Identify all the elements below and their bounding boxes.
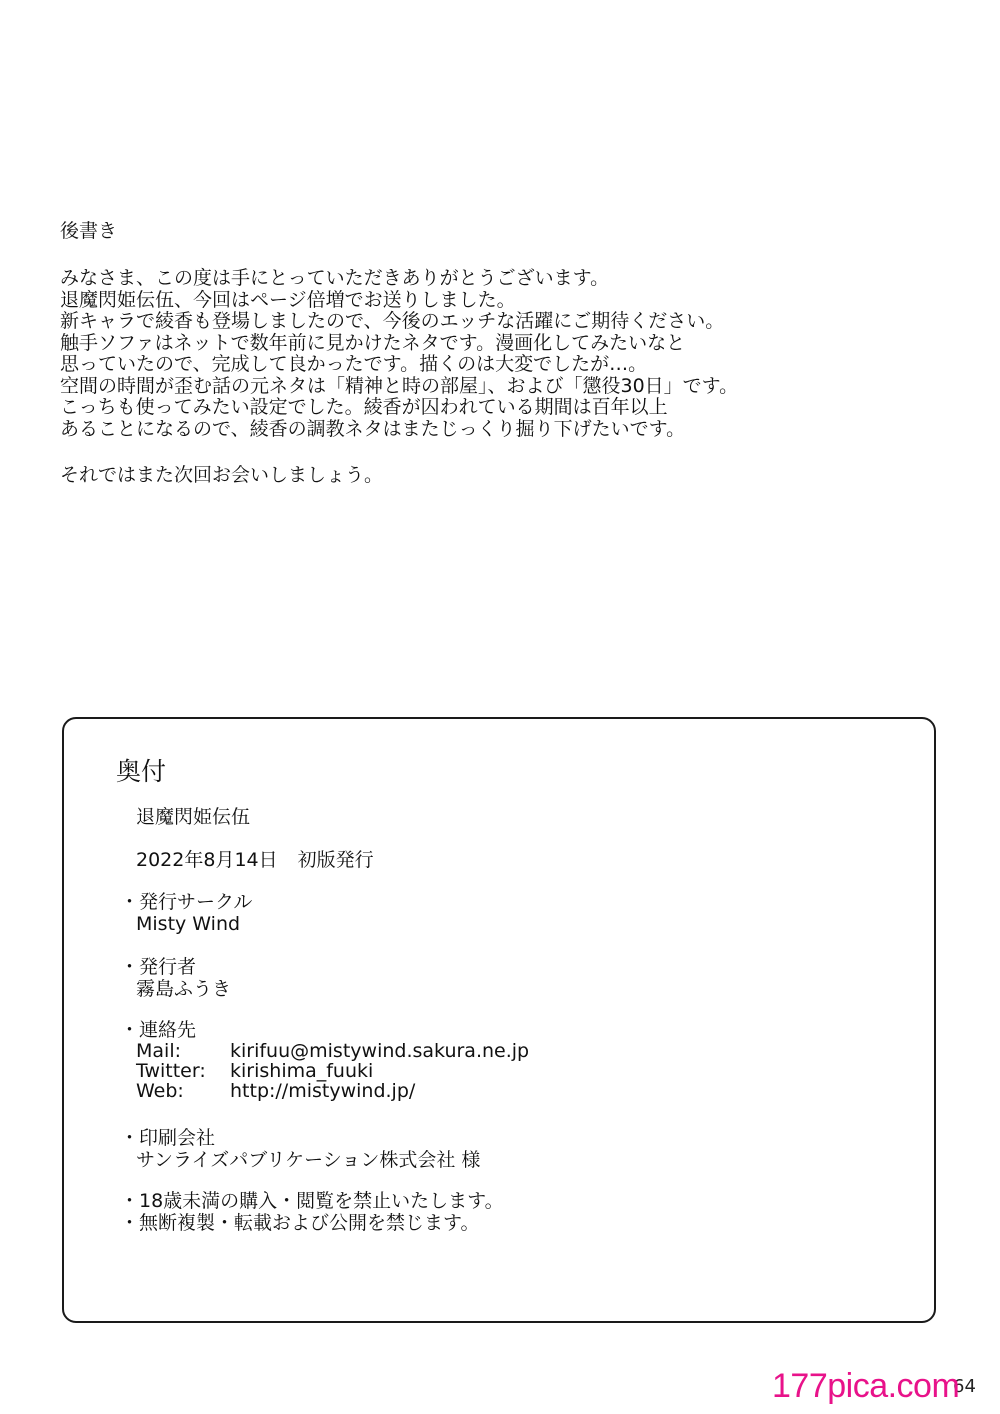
circle-section: [120, 891, 252, 935]
contact-row-mail: [136, 1041, 529, 1061]
afterword-section: [60, 218, 940, 488]
mail-label: Mail:: [136, 1040, 181, 1062]
contact-row-twitter: [136, 1061, 529, 1081]
watermark-text: 177pica.com: [772, 1367, 960, 1405]
colophon-title: 奥付: [116, 757, 167, 786]
publisher-label: ・発行者: [120, 956, 197, 978]
book-title: 退魔閃姫伝伍: [136, 806, 251, 828]
printer-name: サンライズパブリケーション株式会社 様: [136, 1149, 481, 1171]
printer-label: ・印刷会社: [120, 1127, 216, 1149]
afterword-heading: 後書き: [60, 220, 118, 242]
circle-name: Misty Wind: [136, 913, 241, 935]
circle-label: ・発行サークル: [120, 891, 253, 913]
page-number: 64: [953, 1376, 976, 1397]
contact-table: [136, 1041, 529, 1101]
publisher-name: 霧島ふうき: [136, 978, 232, 1000]
twitter-value[interactable]: kirishima_fuuki: [230, 1060, 374, 1082]
notices-section: [120, 1190, 504, 1234]
contact-label: ・連絡先: [120, 1019, 197, 1041]
contact-row-web: [136, 1081, 529, 1101]
web-value[interactable]: http://mistywind.jp/: [230, 1080, 416, 1102]
afterword-line: あることになるので、綾香の調教ネタはまたじっくり掘り下げたいです。: [60, 417, 686, 440]
twitter-label: Twitter:: [136, 1060, 206, 1082]
afterword-line: こっちも使ってみたい設定でした。綾香が囚われている期間は百年以上: [60, 396, 668, 418]
edition-line: [136, 848, 374, 872]
afterword-line: 触手ソファはネットで数年前に見かけたネタです。漫画化してみたいなと: [60, 331, 686, 354]
afterword-line: 新キャラで綾香も登場しましたので、今後のエッチな活躍にご期待ください。: [60, 310, 725, 332]
mail-value[interactable]: kirifuu@mistywind.sakura.ne.jp: [230, 1040, 530, 1062]
edition-label: 初版発行: [297, 849, 374, 871]
afterword-line: 空間の時間が歪む話の元ネタは「精神と時の部屋」、および「懲役30日」です。: [60, 374, 739, 397]
afterword-closing: それではまた次回お会いしましょう。: [60, 464, 384, 486]
publish-date: 2022年8月14日: [136, 849, 278, 871]
afterword-line: 思っていたので、完成して良かったです。描くのは大変でしたが…。: [60, 353, 648, 375]
colophon-box: [62, 717, 936, 1323]
afterword-line: みなさま、この度は手にとっていただきありがとうございます。: [60, 267, 610, 289]
publisher-section: [120, 956, 231, 1000]
afterword-line: 退魔閃姫伝伍、今回はページ倍増でお送りしました。: [60, 288, 516, 311]
notice-item: ・無断複製・転載および公開を禁じます。: [120, 1212, 480, 1234]
printer-section: [120, 1127, 480, 1171]
notice-item: ・18歳未満の購入・閲覧を禁止いたします。: [120, 1190, 504, 1212]
contact-section: [120, 1019, 529, 1101]
web-label: Web:: [136, 1080, 184, 1102]
